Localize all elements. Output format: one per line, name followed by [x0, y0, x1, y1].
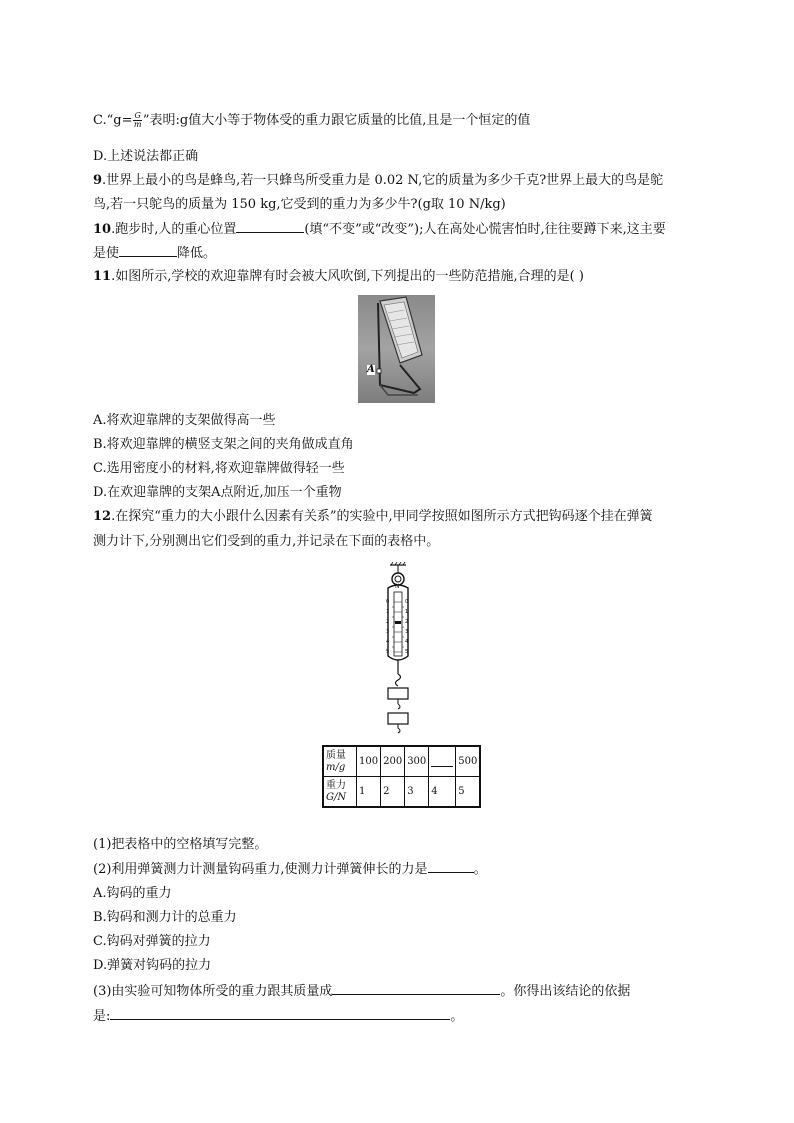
q12-part2-option-a: A.钩码的重力: [93, 886, 172, 901]
scale-tick: 2: [386, 619, 390, 625]
q10-blank-2[interactable]: [119, 244, 177, 257]
table-cell: 2: [381, 777, 405, 808]
scale-tick: 5: [405, 649, 409, 655]
q10-line2: 是使 降低。: [93, 246, 217, 261]
table-cell: 100: [357, 746, 381, 777]
table-cell: 300: [405, 746, 429, 777]
q12-part3-blank-2[interactable]: [110, 1007, 450, 1020]
q12-part2-blank[interactable]: [428, 860, 474, 873]
q11-option-c: C.选用密度小的材料,将欢迎靠牌做得轻一些: [93, 461, 345, 476]
mass-gravity-table: [322, 745, 481, 808]
q9-line2: 鸟,若一只鸵鸟的质量为 150 kg,它受到的重力为多少牛?(g取 10 N/kg): [93, 197, 506, 212]
q12-part2-option-d: D.弹簧对钩码的拉力: [93, 958, 212, 973]
q12-part3-line2: 是: 。: [93, 1009, 464, 1024]
q12-part2: (2)利用弹簧测力计测量钩码重力,使测力计弹簧伸长的力是 。: [93, 862, 487, 877]
scale-tick: 3: [405, 629, 409, 635]
scale-tick: 0: [405, 599, 409, 605]
q12-part2-option-b: B.钩码和测力计的总重力: [93, 910, 237, 925]
scale-tick: 5: [386, 649, 390, 655]
scale-unit-letter: N: [395, 583, 400, 590]
scale-ticks-right: [405, 597, 408, 657]
q12-part1: (1)把表格中的空格填写完整。: [93, 837, 268, 852]
q8-option-c: C.“g= $\frac{G}{m}$ ”表明:g值大小等于物体受的重力跟它质量的比值,且是一个恒定的值: [93, 111, 531, 129]
scale-tick: 1: [405, 609, 409, 615]
mass-header: 质量 m/g: [323, 746, 357, 777]
scale-tick: 4: [405, 639, 409, 645]
q12-line1: 12.在探究“重力的大小跟什么因素有关系”的实验中,甲同学按照如图所示方式把钩码逐个挂在弹簧: [93, 509, 653, 524]
table-cell: 3: [405, 777, 429, 808]
table-row: [323, 746, 480, 777]
scale-tick: 4: [386, 639, 390, 645]
table-cell: 200: [381, 746, 405, 777]
scale-ticks-left: [386, 597, 389, 657]
q12-part3-line1: (3)由实验可知物体所受的重力跟其质量成 。你得出该结论的依据: [93, 984, 631, 999]
table-cell: 4: [429, 777, 456, 808]
mass-blank-cell[interactable]: [429, 746, 456, 777]
q10-blank-1[interactable]: [236, 220, 304, 233]
q11-option-b: B.将欢迎靠牌的横竖支架之间的夹角做成直角: [93, 437, 354, 452]
welcome-sign-photo: [358, 295, 435, 403]
scale-tick: 0: [386, 599, 390, 605]
scale-tick: 3: [386, 629, 390, 635]
scale-tick: 2: [405, 619, 409, 625]
q11-option-d: D.在欢迎靠牌的支架A点附近,加压一个重物: [93, 485, 342, 500]
q12-part2-option-c: C.钩码对弹簧的拉力: [93, 934, 211, 949]
q11-option-a: A.将欢迎靠牌的支架做得高一些: [93, 413, 276, 428]
table-cell: 500: [456, 746, 481, 777]
table-cell: 5: [456, 777, 481, 808]
q12-line2: 测力计下,分别测出它们受到的重力,并记录在下面的表格中。: [93, 534, 440, 549]
q10-line1: 10.跑步时,人的重心位置 (填“不变”或“改变”);人在高处心慌害怕时,往往要蹲下来,这主要: [93, 222, 666, 237]
table-row: [323, 777, 480, 808]
q11-stem: 11.如图所示,学校的欢迎靠牌有时会被大风吹倒,下列提出的一些防范措施,合理的是( ): [93, 269, 584, 284]
g-fraction: $\frac{G}{m}$: [133, 111, 142, 129]
q12-part3-blank-1[interactable]: [332, 982, 500, 995]
point-a-label: A: [367, 364, 375, 375]
q9-line1: 9.世界上最小的鸟是蜂鸟,若一只蜂鸟所受重力是 0.02 N,它的质量为多少千克?世界上最大的鸟是鸵: [93, 173, 664, 188]
table-cell: 1: [357, 777, 381, 808]
q8-option-d: D.上述说法都正确: [93, 149, 199, 164]
scale-tick: 1: [386, 609, 390, 615]
spring-scale-figure: [380, 562, 416, 734]
force-header: 重力 G/N: [323, 777, 357, 808]
